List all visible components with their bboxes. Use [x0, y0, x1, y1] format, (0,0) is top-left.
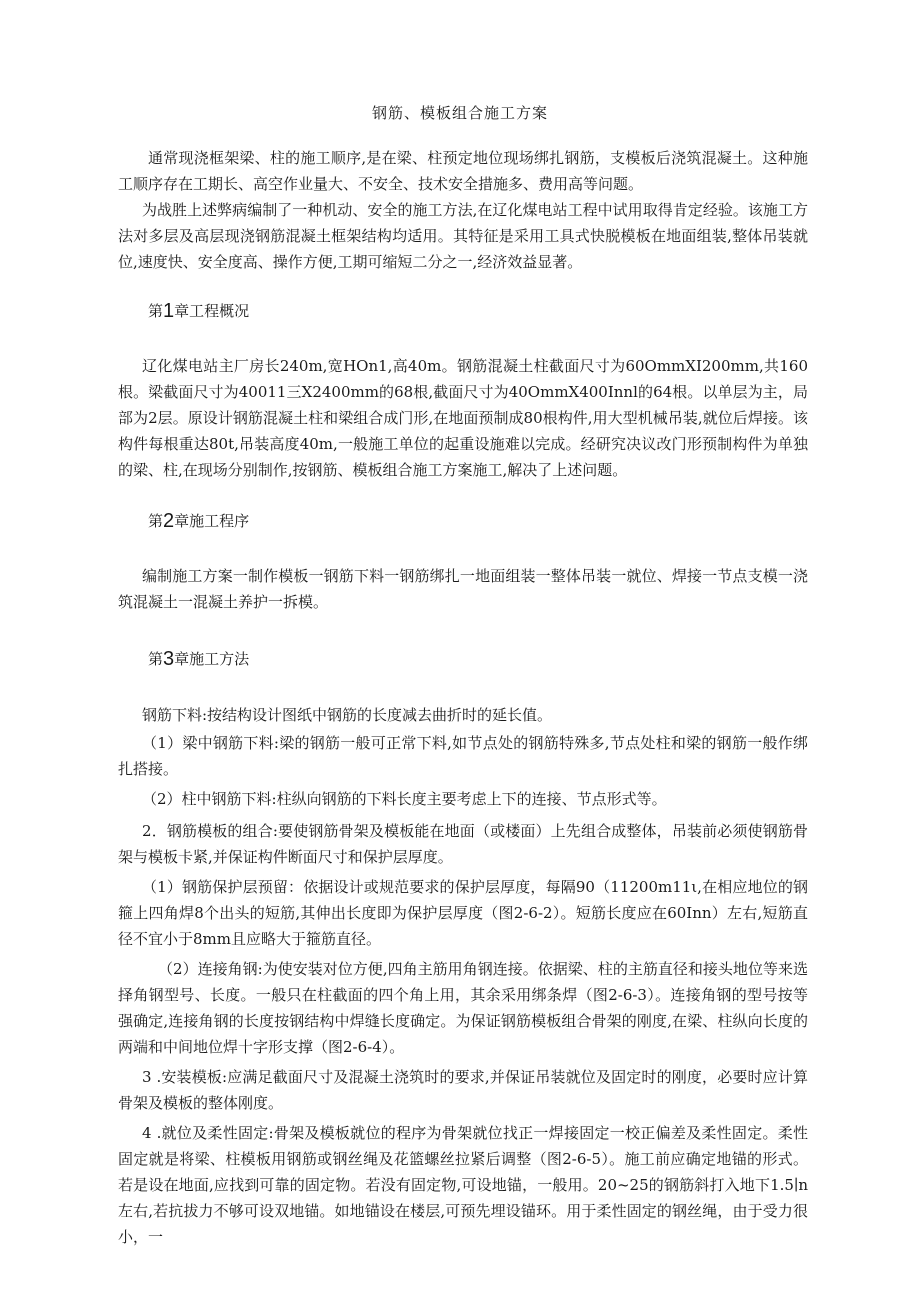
- chapter-title: 章施工程序: [174, 512, 250, 530]
- intro-section: [118, 145, 808, 275]
- chapter-3-paragraph: （1）钢筋保护层预留：依据设计或规范要求的保护层厚度，每隔90（11200m11ι,在相应地位的钢箍上四角焊8个出头的短筋,其伸出长度即为保护层厚度（图2-6-2）。短筋长度应在60Inn）左右,短筋直径不宜小于8mm且应略大于箍筋直径。: [118, 878, 808, 948]
- chapter-2-heading: [148, 510, 249, 533]
- chapter-number: 2: [163, 510, 175, 532]
- chapter-prefix: 第: [148, 650, 164, 668]
- chapter-1-paragraph: 辽化煤电站主厂房长240m,宽HOn1,高40m。钢筋混凝土柱截面尺寸为60OmmXI200mm,共160根。梁截面尺寸为40011三X2400mm的68根,截面尺寸为40OmmX400Innl的64根。以单层为主，局部为2层。原设计钢筋混凝土柱和梁组合成门形,在地面预制成80根构件,用大型机械吊装,就位后焊接。该构件每根重达80t,吊装高度40m,一般施工单位的起重设施难以完成。经研究决议改门形预制构件为单独的梁、柱,在现场分别制作,按钢筋、模板组合施工方案施工,解决了上述问题。: [118, 357, 808, 479]
- intro-paragraph-2: 为战胜上述弊病编制了一种机动、安全的施工方法,在辽化煤电站工程中试用取得肯定经验。该施工方法对多层及高层现浇钢筋混凝土框架结构均适用。其特征是采用工具式快脱模板在地面组装,整体吊装就位,速度快、安全度高、操作方便,工期可缩短二分之一,经济效益显著。: [118, 201, 808, 271]
- document-title: 钢筋、模板组合施工方案: [371, 104, 548, 122]
- chapter-3-paragraph: 3 .安装模板:应满足截面尺寸及混凝土浇筑时的要求,并保证吊装就位及固定时的刚度，必要时应计算骨架及模板的整体刚度。: [118, 1068, 808, 1112]
- chapter-title: 章施工方法: [174, 650, 250, 668]
- chapter-3-paragraph: （1）梁中钢筋下料:梁的钢筋一般可正常下料,如节点处的钢筋特殊多,节点处柱和梁的钢筋一般作绑扎搭接。: [118, 734, 808, 778]
- chapter-2-paragraph: 编制施工方案一制作模板一钢筋下料一钢筋绑扎一地面组装一整体吊装一就位、焊接一节点支模一浇筑混凝土一混凝土养护一拆模。: [118, 567, 808, 611]
- chapter-number: 1: [163, 300, 175, 322]
- intro-paragraph-1: 通常现浇框架梁、柱的施工顺序,是在梁、柱预定地位现场绑扎钢筋，支模板后浇筑混凝土。这种施工顺序存在工期长、高空作业量大、不安全、技术安全措施多、费用高等问题。: [118, 149, 808, 193]
- chapter-number: 3: [163, 648, 175, 670]
- chapter-prefix: 第: [148, 302, 164, 320]
- chapter-1-body: [118, 353, 808, 483]
- chapter-2-body: [118, 563, 808, 615]
- chapter-prefix: 第: [148, 512, 164, 530]
- chapter-3-paragraph: （2）连接角钢:为使安装对位方便,四角主筋用角钢连接。依据梁、柱的主筋直径和接头地位等来选择角钢型号、长度。一般只在柱截面的四个角上用，其余采用绑条焊（图2-6-3）。连接角钢的型号按等强确定,连接角钢的长度按钢结构中焊缝长度确定。为保证钢筋模板组合骨架的刚度,在梁、柱纵向长度的两端和中间地位焊十字形支撑（图2-6-4）。: [118, 960, 808, 1056]
- chapter-3-body: [118, 702, 808, 1250]
- chapter-3-paragraph: 4 .就位及柔性固定:骨架及模板就位的程序为骨架就位找正一焊接固定一校正偏差及柔性固定。柔性固定就是将梁、柱模板用钢筋或钢丝绳及花篮螺丝拉紧后调整（图2-6-5）。施工前应确定地锚的形式。若是设在地面,应找到可靠的固定物。若没有固定物,可设地锚，一般用。20~25的钢筋斜打入地下1.5∣n左右,若抗拔力不够可设双地锚。如地锚设在楼层,可预先埋设锚环。用于柔性固定的钢丝绳，由于受力很小，一: [118, 1124, 808, 1246]
- chapter-3-paragraph: （2）柱中钢筋下料:柱纵向钢筋的下料长度主要考虑上下的连接、节点形式等。: [142, 790, 667, 808]
- chapter-3-heading: [148, 648, 249, 671]
- chapter-3-paragraph: 钢筋下料:按结构设计图纸中钢筋的长度减去曲折时的延长值。: [142, 706, 553, 724]
- chapter-1-heading: [148, 300, 249, 323]
- chapter-title: 章工程概况: [174, 302, 250, 320]
- chapter-3-paragraph: 2．钢筋模板的组合:要使钢筋骨架及模板能在地面（或楼面）上先组合成整体，吊装前必须使钢筋骨架与模板卡紧,并保证构件断面尺寸和保护层厚度。: [118, 822, 808, 866]
